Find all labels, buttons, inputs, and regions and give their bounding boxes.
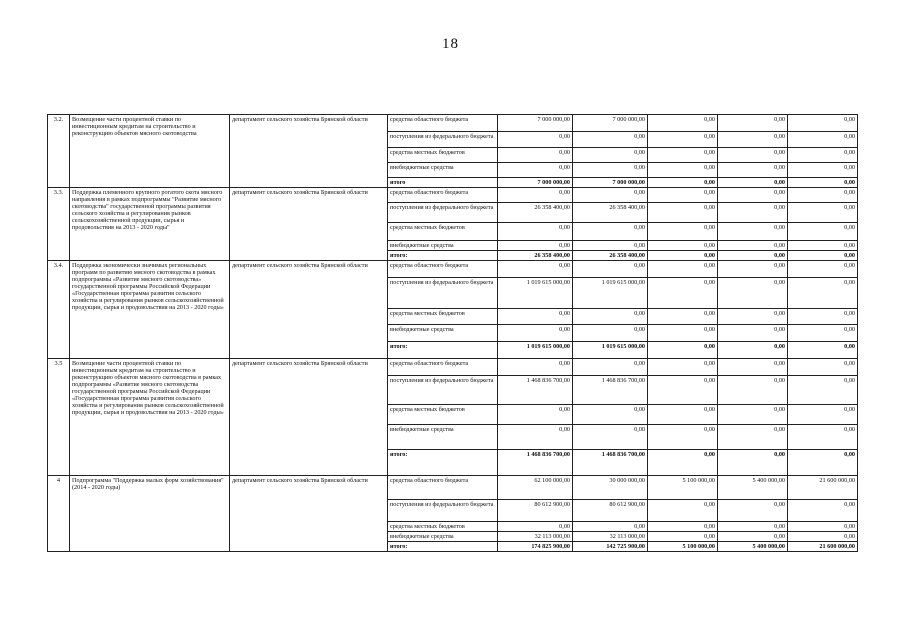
amount-cell: 0,00 bbox=[498, 261, 573, 278]
amount-cell: 0,00 bbox=[498, 148, 573, 163]
amount-cell: 1 019 615 000,00 bbox=[573, 278, 648, 309]
amount-cell: 0,00 bbox=[718, 359, 788, 376]
amount-cell: 1 468 836 700,00 bbox=[573, 376, 648, 405]
amount-cell: 0,00 bbox=[573, 359, 648, 376]
funding-source: внебюджетные средства bbox=[388, 325, 498, 342]
amount-cell: 7 000 000,00 bbox=[498, 115, 573, 132]
amount-cell: 0,00 bbox=[573, 425, 648, 450]
amount-cell: 30 000 000,00 bbox=[573, 476, 648, 500]
amount-cell: 0,00 bbox=[648, 148, 718, 163]
amount-cell: 0,00 bbox=[498, 132, 573, 148]
budget-table bbox=[47, 114, 858, 552]
amount-cell: 0,00 bbox=[498, 223, 573, 241]
amount-cell: 0,00 bbox=[718, 251, 788, 261]
funding-source: поступления из федерального бюджета bbox=[388, 203, 498, 223]
amount-cell: 0,00 bbox=[718, 405, 788, 425]
amount-cell: 1 019 615 000,00 bbox=[498, 278, 573, 309]
amount-cell: 26 358 400,00 bbox=[498, 251, 573, 261]
amount-cell: 5 100 000,00 bbox=[648, 476, 718, 500]
item-number: 3.5 bbox=[48, 359, 70, 476]
item-name: Возмещение части процентной ставки по инвестиционным кредитам на строительство и реконструкцию объектов мясного скотоводства в рамках подпрограммы «Развитие мясного скотоводства государственной программы Российской Федерации «Государственная программа развития сельского хозяйства и регулирования рынков сельскохозяйственной продукции, сырья и продовольствия на 2013 - 2020 годы» bbox=[70, 359, 230, 476]
funding-source: итого: bbox=[388, 342, 498, 359]
funding-source: итого bbox=[388, 178, 498, 188]
amount-cell: 0,00 bbox=[648, 203, 718, 223]
amount-cell: 0,00 bbox=[648, 188, 718, 203]
item-name: Поддержка экономически значимых региональных программ по развитию мясного скотоводства в рамках подпрограммы «Развитие мясного скотоводства» государственной программы Российской Федерации «Государственная программа развития сельского хозяйства и регулирования рынков сельскохозяйственной продукции, сырья и продовольствия на 2013 - 2020 годы» bbox=[70, 261, 230, 359]
amount-cell: 0,00 bbox=[573, 188, 648, 203]
amount-cell: 0,00 bbox=[788, 278, 858, 309]
amount-cell: 0,00 bbox=[718, 500, 788, 522]
amount-cell: 0,00 bbox=[648, 163, 718, 178]
amount-cell: 0,00 bbox=[648, 115, 718, 132]
amount-cell: 0,00 bbox=[788, 223, 858, 241]
amount-cell: 0,00 bbox=[718, 261, 788, 278]
amount-cell: 7 000 000,00 bbox=[498, 178, 573, 188]
amount-cell: 0,00 bbox=[498, 359, 573, 376]
amount-cell: 21 600 000,00 bbox=[788, 476, 858, 500]
amount-cell: 0,00 bbox=[648, 425, 718, 450]
funding-source: средства областного бюджета bbox=[388, 261, 498, 278]
amount-cell: 0,00 bbox=[788, 163, 858, 178]
amount-cell: 0,00 bbox=[718, 241, 788, 251]
amount-cell: 26 358 400,00 bbox=[498, 203, 573, 223]
amount-cell: 7 000 000,00 bbox=[573, 115, 648, 132]
item-executor: департамент сельского хозяйства Брянской области bbox=[230, 188, 388, 261]
amount-cell: 0,00 bbox=[648, 261, 718, 278]
amount-cell: 0,00 bbox=[788, 132, 858, 148]
amount-cell: 0,00 bbox=[498, 325, 573, 342]
funding-source: итого: bbox=[388, 450, 498, 476]
funding-source: средства местных бюджетов bbox=[388, 309, 498, 325]
amount-cell: 0,00 bbox=[573, 522, 648, 532]
amount-cell: 0,00 bbox=[498, 188, 573, 203]
amount-cell: 0,00 bbox=[718, 178, 788, 188]
amount-cell: 0,00 bbox=[573, 223, 648, 241]
amount-cell: 0,00 bbox=[648, 132, 718, 148]
amount-cell: 0,00 bbox=[718, 278, 788, 309]
table-row bbox=[48, 476, 858, 500]
funding-source: внебюджетные средства bbox=[388, 241, 498, 251]
amount-cell: 174 825 900,00 bbox=[498, 542, 573, 552]
amount-cell: 0,00 bbox=[718, 309, 788, 325]
funding-source: средства областного бюджета bbox=[388, 115, 498, 132]
amount-cell: 0,00 bbox=[718, 115, 788, 132]
amount-cell: 0,00 bbox=[718, 450, 788, 476]
amount-cell: 0,00 bbox=[648, 309, 718, 325]
amount-cell: 0,00 bbox=[648, 241, 718, 251]
amount-cell: 0,00 bbox=[718, 532, 788, 542]
amount-cell: 0,00 bbox=[573, 309, 648, 325]
funding-source: средства местных бюджетов bbox=[388, 148, 498, 163]
amount-cell: 5 400 000,00 bbox=[718, 542, 788, 552]
item-number: 3.4. bbox=[48, 261, 70, 359]
amount-cell: 0,00 bbox=[788, 376, 858, 405]
item-number: 3.3. bbox=[48, 188, 70, 261]
amount-cell: 0,00 bbox=[498, 425, 573, 450]
amount-cell: 0,00 bbox=[788, 325, 858, 342]
amount-cell: 1 019 615 000,00 bbox=[498, 342, 573, 359]
page-number: 18 bbox=[442, 36, 459, 52]
amount-cell: 0,00 bbox=[648, 178, 718, 188]
amount-cell: 0,00 bbox=[788, 148, 858, 163]
funding-source: поступления из федерального бюджета bbox=[388, 500, 498, 522]
funding-source: поступления из федерального бюджета bbox=[388, 376, 498, 405]
amount-cell: 0,00 bbox=[788, 309, 858, 325]
amount-cell: 1 468 836 700,00 bbox=[498, 450, 573, 476]
amount-cell: 0,00 bbox=[788, 532, 858, 542]
budget-table-body bbox=[48, 115, 858, 552]
amount-cell: 0,00 bbox=[718, 342, 788, 359]
amount-cell: 21 600 000,00 bbox=[788, 542, 858, 552]
item-name: Поддержка племенного крупного рогатого скота мясного направления в рамках подпрограммы "Развитие мясного скотоводства" государственной программы развития сельского хозяйства и регулирования рынков сельскохозяйственной продукции, сырья и продовольствия на 2013 - 2020 годы" bbox=[70, 188, 230, 261]
amount-cell: 0,00 bbox=[648, 376, 718, 405]
amount-cell: 0,00 bbox=[573, 163, 648, 178]
amount-cell: 0,00 bbox=[648, 325, 718, 342]
amount-cell: 0,00 bbox=[498, 163, 573, 178]
table-row bbox=[48, 115, 858, 132]
table-row bbox=[48, 261, 858, 278]
amount-cell: 0,00 bbox=[648, 342, 718, 359]
amount-cell: 32 113 000,00 bbox=[573, 532, 648, 542]
amount-cell: 0,00 bbox=[718, 223, 788, 241]
amount-cell: 0,00 bbox=[648, 522, 718, 532]
amount-cell: 0,00 bbox=[718, 325, 788, 342]
amount-cell: 0,00 bbox=[718, 203, 788, 223]
funding-source: средства местных бюджетов bbox=[388, 405, 498, 425]
funding-source: итого: bbox=[388, 542, 498, 552]
amount-cell: 5 100 000,00 bbox=[648, 542, 718, 552]
funding-source: средства областного бюджета bbox=[388, 359, 498, 376]
item-number: 4 bbox=[48, 476, 70, 552]
amount-cell: 0,00 bbox=[788, 425, 858, 450]
amount-cell: 0,00 bbox=[718, 425, 788, 450]
amount-cell: 0,00 bbox=[573, 325, 648, 342]
item-executor: департамент сельского хозяйства Брянской области bbox=[230, 115, 388, 188]
amount-cell: 0,00 bbox=[648, 251, 718, 261]
amount-cell: 0,00 bbox=[718, 132, 788, 148]
amount-cell: 0,00 bbox=[788, 359, 858, 376]
amount-cell: 0,00 bbox=[573, 405, 648, 425]
amount-cell: 0,00 bbox=[788, 522, 858, 532]
amount-cell: 0,00 bbox=[788, 405, 858, 425]
amount-cell: 0,00 bbox=[718, 522, 788, 532]
amount-cell: 1 468 836 700,00 bbox=[573, 450, 648, 476]
amount-cell: 1 019 615 000,00 bbox=[573, 342, 648, 359]
table-row bbox=[48, 359, 858, 376]
amount-cell: 0,00 bbox=[788, 342, 858, 359]
amount-cell: 0,00 bbox=[718, 163, 788, 178]
table-row bbox=[48, 188, 858, 203]
funding-source: поступления из федерального бюджета bbox=[388, 132, 498, 148]
funding-source: средства местных бюджетов bbox=[388, 522, 498, 532]
amount-cell: 0,00 bbox=[498, 241, 573, 251]
amount-cell: 62 100 000,00 bbox=[498, 476, 573, 500]
amount-cell: 32 113 000,00 bbox=[498, 532, 573, 542]
funding-source: средства областного бюджета bbox=[388, 476, 498, 500]
amount-cell: 0,00 bbox=[788, 450, 858, 476]
amount-cell: 0,00 bbox=[648, 500, 718, 522]
amount-cell: 0,00 bbox=[788, 251, 858, 261]
item-executor: департамент сельского хозяйства Брянской области bbox=[230, 359, 388, 476]
item-number: 3.2. bbox=[48, 115, 70, 188]
amount-cell: 0,00 bbox=[648, 450, 718, 476]
amount-cell: 26 358 400,00 bbox=[573, 203, 648, 223]
amount-cell: 80 612 900,00 bbox=[498, 500, 573, 522]
funding-source: средства местных бюджетов bbox=[388, 223, 498, 241]
amount-cell: 5 400 000,00 bbox=[718, 476, 788, 500]
amount-cell: 7 000 000,00 bbox=[573, 178, 648, 188]
amount-cell: 0,00 bbox=[498, 309, 573, 325]
item-name: Возмещение части процентной ставки по инвестиционным кредитам на строительство и реконструкцию объектов мясного скотоводства bbox=[70, 115, 230, 188]
amount-cell: 0,00 bbox=[648, 278, 718, 309]
amount-cell: 0,00 bbox=[573, 261, 648, 278]
amount-cell: 0,00 bbox=[573, 148, 648, 163]
item-name: Подпрограмма "Поддержка малых форм хозяйствования" (2014 - 2020 годы) bbox=[70, 476, 230, 552]
amount-cell: 0,00 bbox=[788, 500, 858, 522]
funding-source: внебюджетные средства bbox=[388, 163, 498, 178]
funding-source: итого: bbox=[388, 251, 498, 261]
amount-cell: 0,00 bbox=[648, 359, 718, 376]
amount-cell: 0,00 bbox=[788, 178, 858, 188]
funding-source: поступления из федерального бюджета bbox=[388, 278, 498, 309]
funding-source: средства областного бюджета bbox=[388, 188, 498, 203]
amount-cell: 0,00 bbox=[788, 203, 858, 223]
amount-cell: 80 612 900,00 bbox=[573, 500, 648, 522]
amount-cell: 26 358 400,00 bbox=[573, 251, 648, 261]
amount-cell: 0,00 bbox=[718, 188, 788, 203]
amount-cell: 0,00 bbox=[648, 223, 718, 241]
amount-cell: 0,00 bbox=[498, 405, 573, 425]
amount-cell: 0,00 bbox=[718, 376, 788, 405]
amount-cell: 0,00 bbox=[648, 532, 718, 542]
amount-cell: 0,00 bbox=[718, 148, 788, 163]
amount-cell: 0,00 bbox=[788, 241, 858, 251]
amount-cell: 0,00 bbox=[498, 522, 573, 532]
amount-cell: 0,00 bbox=[573, 241, 648, 251]
item-executor: департамент сельского хозяйства Брянской области bbox=[230, 476, 388, 552]
funding-source: внебюджетные средства bbox=[388, 532, 498, 542]
amount-cell: 0,00 bbox=[648, 405, 718, 425]
amount-cell: 0,00 bbox=[573, 132, 648, 148]
amount-cell: 0,00 bbox=[788, 115, 858, 132]
amount-cell: 142 725 900,00 bbox=[573, 542, 648, 552]
amount-cell: 1 468 836 700,00 bbox=[498, 376, 573, 405]
funding-source: внебюджетные средства bbox=[388, 425, 498, 450]
amount-cell: 0,00 bbox=[788, 188, 858, 203]
amount-cell: 0,00 bbox=[788, 261, 858, 278]
item-executor: департамент сельского хозяйства Брянской области bbox=[230, 261, 388, 359]
